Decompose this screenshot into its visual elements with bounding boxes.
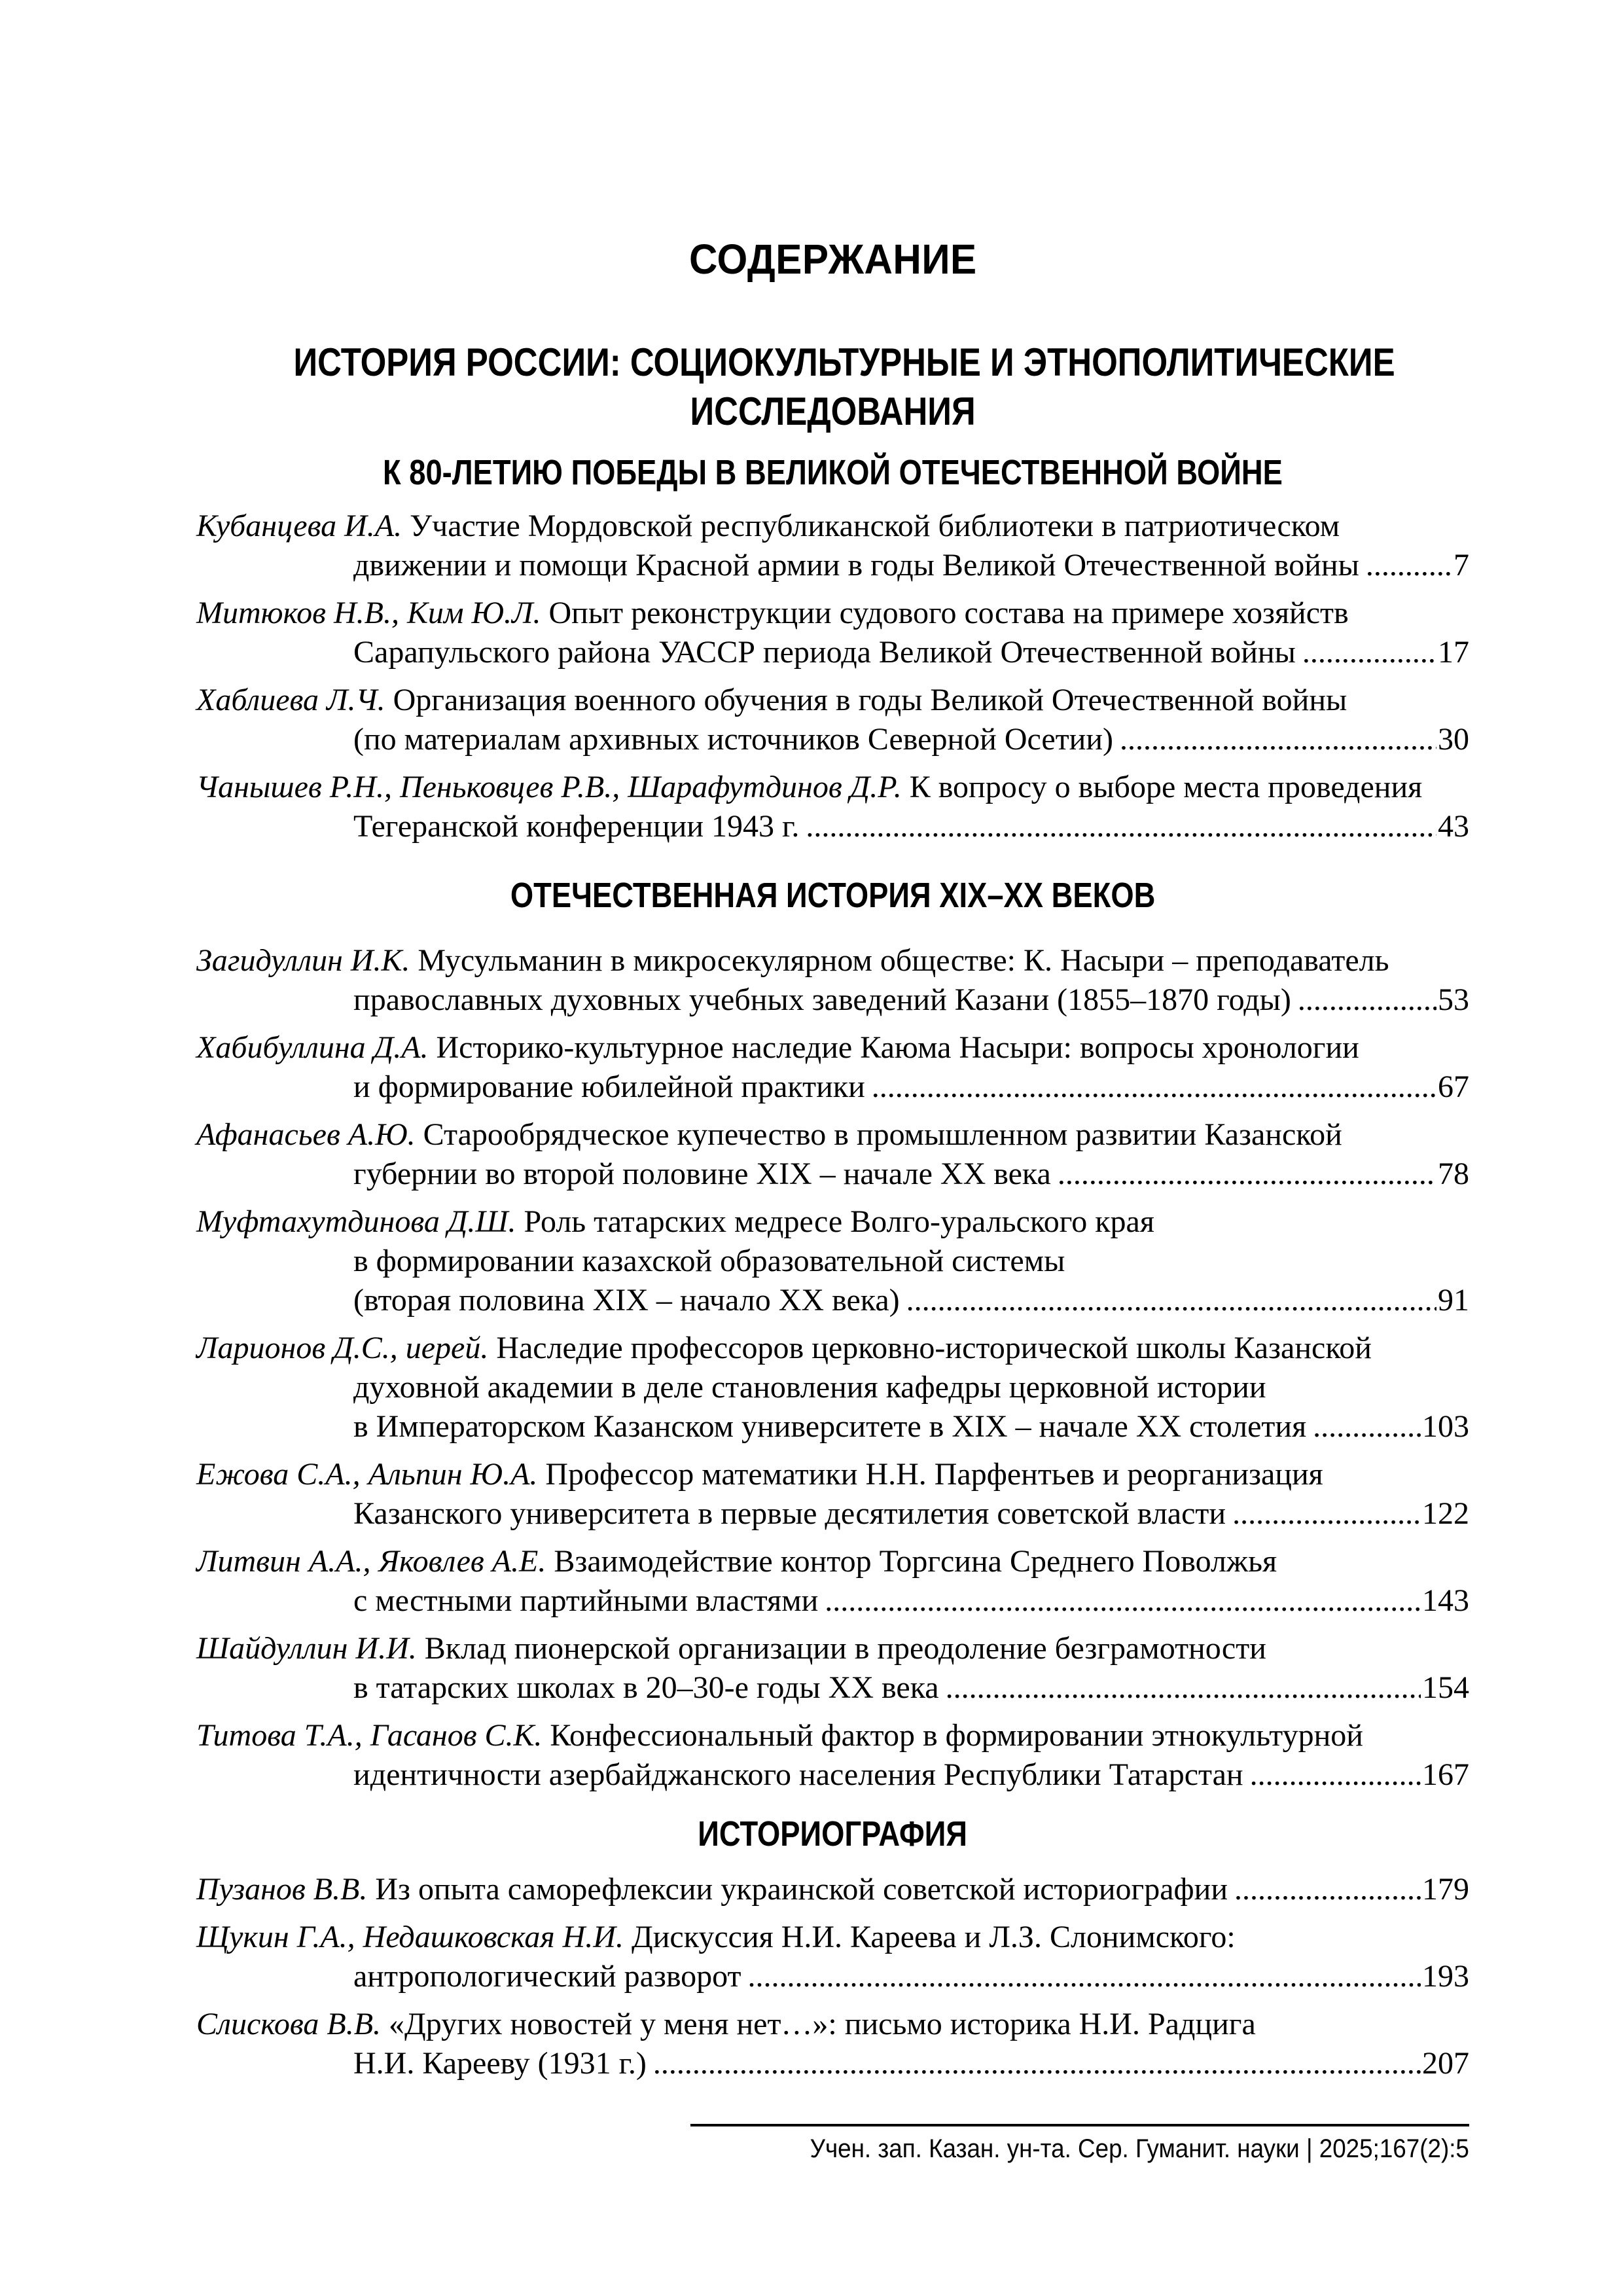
toc-entry-line — [196, 546, 1469, 585]
entry-line-text — [196, 1870, 1228, 1909]
entry-title-part: Сарапульского района УАССР периода Великой Отечественной войны — [353, 635, 1296, 670]
entry-title-part: Из опыта саморефлексии украинской советской историографии — [375, 1872, 1228, 1907]
entry-line-text — [353, 1755, 1243, 1795]
toc-entry-line — [196, 720, 1469, 759]
entry-title-part: (вторая половина XIX – начало XX века) — [353, 1283, 900, 1318]
page-number: 103 — [1422, 1409, 1469, 1444]
entry-authors: Митюков Н.В., Ким Ю.Л. — [196, 596, 541, 630]
entry-title-part: Мусульманин в микросекулярном обществе: К. Насыри – преподаватель — [418, 943, 1389, 978]
page-number: 53 — [1438, 982, 1469, 1017]
toc-entry-line — [196, 1629, 1469, 1668]
entry-line-text — [196, 1117, 1342, 1152]
entry-line-text — [196, 596, 1349, 630]
toc-body — [196, 338, 1469, 2083]
entry-line-text — [196, 509, 1340, 543]
entry-title-part: и формирование юбилейной практики — [353, 1069, 865, 1104]
toc-entry-line — [196, 1581, 1469, 1621]
toc-entry-line — [196, 1155, 1469, 1194]
entry-line-text — [196, 770, 1422, 804]
entry-authors: Муфтахутдинова Д.Ш. — [196, 1204, 516, 1239]
toc-entry — [196, 1202, 1469, 1320]
entry-line-text — [353, 1494, 1226, 1534]
toc-entry-line — [196, 594, 1469, 633]
page-number: 78 — [1438, 1157, 1469, 1191]
entry-title-part: (по материалам архивных источников Северной Осетии) — [353, 722, 1114, 757]
page-number: 179 — [1422, 1872, 1469, 1907]
page-number: 91 — [1438, 1283, 1469, 1318]
toc-entry — [196, 1028, 1469, 1107]
entry-authors: Загидуллин И.К. — [196, 943, 410, 978]
entry-authors: Слискова В.В. — [196, 2007, 382, 2041]
entry-authors: Афанасьев А.Ю. — [196, 1117, 416, 1152]
dot-leader — [1232, 1494, 1421, 1534]
entry-authors: Ежова С.А., Альпин Ю.А. — [196, 1457, 538, 1492]
page-number: 30 — [1438, 722, 1469, 757]
dot-leader — [653, 2044, 1421, 2083]
entry-line-text — [196, 943, 1389, 978]
dot-leader — [1366, 546, 1452, 585]
dot-leader — [806, 807, 1436, 846]
footer-rule — [690, 2124, 1469, 2126]
entry-authors: Ларионов Д.С., иерей. — [196, 1331, 489, 1365]
entry-title-part: Тегеранской конференции 1943 г. — [353, 809, 800, 844]
toc-entry-line — [196, 2044, 1469, 2083]
dot-leader — [1298, 980, 1436, 1020]
toc-entry-line — [196, 1242, 1469, 1281]
entry-line-text — [196, 1718, 1363, 1753]
entry-title-part: Наследие профессоров церковно-исторической школы Казанской — [496, 1331, 1372, 1365]
toc-entry — [196, 2005, 1469, 2083]
subsection-heading-text: ОТЕЧЕСТВЕННАЯ ИСТОРИЯ XIX–XX ВЕКОВ — [510, 876, 1156, 915]
entry-title-part: Н.И. Карееву (1931 г.) — [353, 2046, 647, 2081]
entry-title-part: Историко-культурное наследие Каюма Насыри: вопросы хронологии — [436, 1030, 1359, 1065]
page-number: 7 — [1454, 548, 1469, 583]
toc-entry-line — [196, 1755, 1469, 1795]
entry-title-part: антропологический разворот — [353, 1959, 741, 1994]
entry-line-text — [196, 1631, 1266, 1666]
entry-title-part: Участие Мордовской республиканской библиотеки в патриотическом — [410, 509, 1340, 543]
entry-title-part: Взаимодействие контор Торгсина Среднего Поволжья — [554, 1544, 1277, 1579]
dot-leader — [1234, 1870, 1421, 1909]
entry-authors: Кубанцева И.А. — [196, 509, 402, 543]
entry-line-text — [353, 1668, 939, 1708]
entry-title-part: Профессор математики Н.Н. Парфентьев и реорганизация — [545, 1457, 1323, 1492]
entry-line-text — [196, 683, 1347, 717]
dot-leader — [1058, 1155, 1436, 1194]
entry-line-text — [196, 1331, 1372, 1365]
page-number: 17 — [1438, 635, 1469, 670]
toc-entry-line — [196, 1542, 1469, 1581]
entry-title-part: в формировании казахской образовательной системы — [353, 1244, 1065, 1278]
toc-entry-line — [196, 941, 1469, 980]
toc-entry-line — [196, 633, 1469, 672]
toc-entry-line — [196, 1668, 1469, 1708]
entry-line-text — [353, 720, 1113, 759]
entry-line-text — [196, 1030, 1359, 1065]
toc-entry — [196, 594, 1469, 672]
entry-title-part: Дискуссия Н.И. Кареева и Л.З. Слонимского: — [631, 1920, 1236, 1954]
entry-authors: Пузанов В.В. — [196, 1872, 368, 1907]
toc-entry-line — [196, 1407, 1469, 1446]
page-number: 122 — [1422, 1496, 1469, 1531]
entry-line-text — [353, 546, 1359, 585]
entry-authors: Литвин А.А., Яковлев А.Е. — [196, 1544, 546, 1579]
entry-title-part: Роль татарских медресе Волго-уральского края — [524, 1204, 1154, 1239]
toc-entry — [196, 1329, 1469, 1446]
toc-entry — [196, 1629, 1469, 1708]
dot-leader — [1120, 720, 1436, 759]
section-heading-text: ИСТОРИЯ РОССИИ: СОЦИОКУЛЬТУРНЫЕ И ЭТНОПОЛИТИЧЕСКИЕ — [293, 340, 1395, 384]
section-heading-text: ИССЛЕДОВАНИЯ — [690, 389, 976, 433]
entry-authors: Шайдуллин И.И. — [196, 1631, 417, 1666]
entry-title-part: духовной академии в деле становления кафедры церковной истории — [353, 1370, 1266, 1405]
subsection-heading-text: ИСТОРИОГРАФИЯ — [698, 1814, 968, 1854]
toc-entry-line — [196, 2005, 1469, 2044]
toc-entry-line — [196, 1494, 1469, 1534]
toc-entry-line — [196, 1202, 1469, 1242]
journal-citation-text: Учен. зап. Казан. ун-та. Сер. Гуманит. науки | 2025;167(2):5 — [810, 2134, 1469, 2163]
page-title — [196, 233, 1469, 285]
toc-entry — [196, 1870, 1469, 1909]
entry-title-part: идентичности азербайджанского населения Республики Татарстан — [353, 1757, 1243, 1792]
page-number: 207 — [1422, 2046, 1469, 2081]
entry-line-text — [353, 980, 1291, 1020]
toc-entry-line — [196, 1455, 1469, 1494]
entry-line-text — [196, 1544, 1277, 1579]
entry-title-part: православных духовных учебных заведений Казани (1855–1870 годы) — [353, 982, 1291, 1017]
entry-title-part: губернии во второй половине XIX – начале XX века — [353, 1157, 1051, 1191]
entry-authors: Хаблиева Л.Ч. — [196, 683, 385, 717]
section-heading-line — [196, 338, 1469, 387]
entry-line-text — [353, 1407, 1306, 1446]
entry-line-text — [196, 2007, 1256, 2041]
toc-entry-line — [196, 980, 1469, 1020]
entry-title-part: в татарских школах в 20–30-е годы XX века — [353, 1670, 939, 1705]
dot-leader — [872, 1067, 1436, 1107]
entry-line-text — [196, 1204, 1154, 1239]
entry-line-text — [196, 1920, 1236, 1954]
toc-entry — [196, 1918, 1469, 1996]
toc-entry-line — [196, 507, 1469, 546]
entry-authors: Титова Т.А., Гасанов С.К. — [196, 1718, 543, 1753]
toc-entry-line — [196, 1281, 1469, 1320]
entry-line-text — [353, 807, 799, 846]
entry-line-text — [353, 1281, 900, 1320]
toc-entry-line — [196, 1028, 1469, 1067]
subsection-heading — [196, 453, 1469, 492]
page-number: 167 — [1422, 1757, 1469, 1792]
toc-entry — [196, 1716, 1469, 1795]
toc-entry — [196, 941, 1469, 1020]
entry-line-text — [353, 1067, 865, 1107]
section-heading-line — [196, 387, 1469, 436]
entry-title-part: в Императорском Казанском университете в XIX – начале XX столетия — [353, 1409, 1307, 1444]
entry-line-text — [353, 633, 1296, 672]
toc-entry-line — [196, 1957, 1469, 1996]
entry-line-text — [353, 2044, 647, 2083]
toc-entry-line — [196, 1067, 1469, 1107]
toc-entry-line — [196, 1918, 1469, 1957]
entry-title-part: Старообрядческое купечество в промышленном развитии Казанской — [423, 1117, 1342, 1152]
toc-entry-line — [196, 1368, 1469, 1407]
toc-entry — [196, 507, 1469, 585]
toc-entry — [196, 1455, 1469, 1534]
entry-line-text — [353, 1370, 1266, 1405]
entry-authors: Щукин Г.А., Недашковская Н.И. — [196, 1920, 624, 1954]
toc-entry-line — [196, 807, 1469, 846]
toc-entry — [196, 681, 1469, 759]
entry-title-part: К вопросу о выборе места проведения — [909, 770, 1423, 804]
entry-title-part: с местными партийными властями — [353, 1583, 819, 1618]
toc-entry-line — [196, 1115, 1469, 1155]
entry-title-part: Опыт реконструкции судового состава на примере хозяйств — [548, 596, 1349, 630]
page-number: 67 — [1438, 1069, 1469, 1104]
entry-title-part: Вклад пионерской организации в преодоление безграмотности — [424, 1631, 1266, 1666]
page-title-text: СОДЕРЖАНИЕ — [688, 236, 977, 283]
toc-entry-line — [196, 1716, 1469, 1755]
toc-entry-line — [196, 1870, 1469, 1909]
toc-entry — [196, 1115, 1469, 1194]
dot-leader — [1250, 1755, 1421, 1795]
toc-entry — [196, 1542, 1469, 1621]
entry-line-text — [353, 1155, 1051, 1194]
toc-entry-line — [196, 768, 1469, 807]
entry-line-text — [353, 1957, 741, 1996]
entry-title-part: Организация военного обучения в годы Великой Отечественной войны — [393, 683, 1347, 717]
entry-title-part: Конфессиональный фактор в формировании этнокультурной — [550, 1718, 1363, 1753]
page-footer — [196, 2124, 1469, 2164]
dot-leader — [1313, 1407, 1421, 1446]
entry-authors: Чанышев Р.Н., Пеньковцев Р.В., Шарафутдинов Д.Р. — [196, 770, 902, 804]
subsection-heading — [196, 876, 1469, 915]
page-number: 143 — [1422, 1583, 1469, 1618]
entry-line-text — [353, 1581, 818, 1621]
entry-line-text — [196, 1457, 1323, 1492]
entry-title-part: «Других новостей у меня нет…»: письмо историка Н.И. Радцига — [389, 2007, 1256, 2041]
dot-leader — [825, 1581, 1421, 1621]
toc-entry-line — [196, 1329, 1469, 1368]
journal-citation — [196, 2133, 1469, 2164]
dot-leader — [946, 1668, 1421, 1708]
page-number: 193 — [1422, 1959, 1469, 1994]
entry-title-part: Казанского университета в первые десятилетия советской власти — [353, 1496, 1226, 1531]
entry-authors: Хабибуллина Д.А. — [196, 1030, 429, 1065]
subsection-heading-text: К 80-ЛЕТИЮ ПОБЕДЫ В ВЕЛИКОЙ ОТЕЧЕСТВЕННОЙ ВОЙНЕ — [383, 453, 1283, 492]
dot-leader — [748, 1957, 1421, 1996]
dot-leader — [906, 1281, 1436, 1320]
page-number: 154 — [1422, 1670, 1469, 1705]
entry-title-part: движении и помощи Красной армии в годы Великой Отечественной войны — [353, 548, 1359, 583]
subsection-heading — [196, 1814, 1469, 1854]
dot-leader — [1302, 633, 1436, 672]
page-number: 43 — [1438, 809, 1469, 844]
entry-line-text — [353, 1244, 1065, 1278]
toc-entry — [196, 768, 1469, 846]
toc-entry-line — [196, 681, 1469, 720]
